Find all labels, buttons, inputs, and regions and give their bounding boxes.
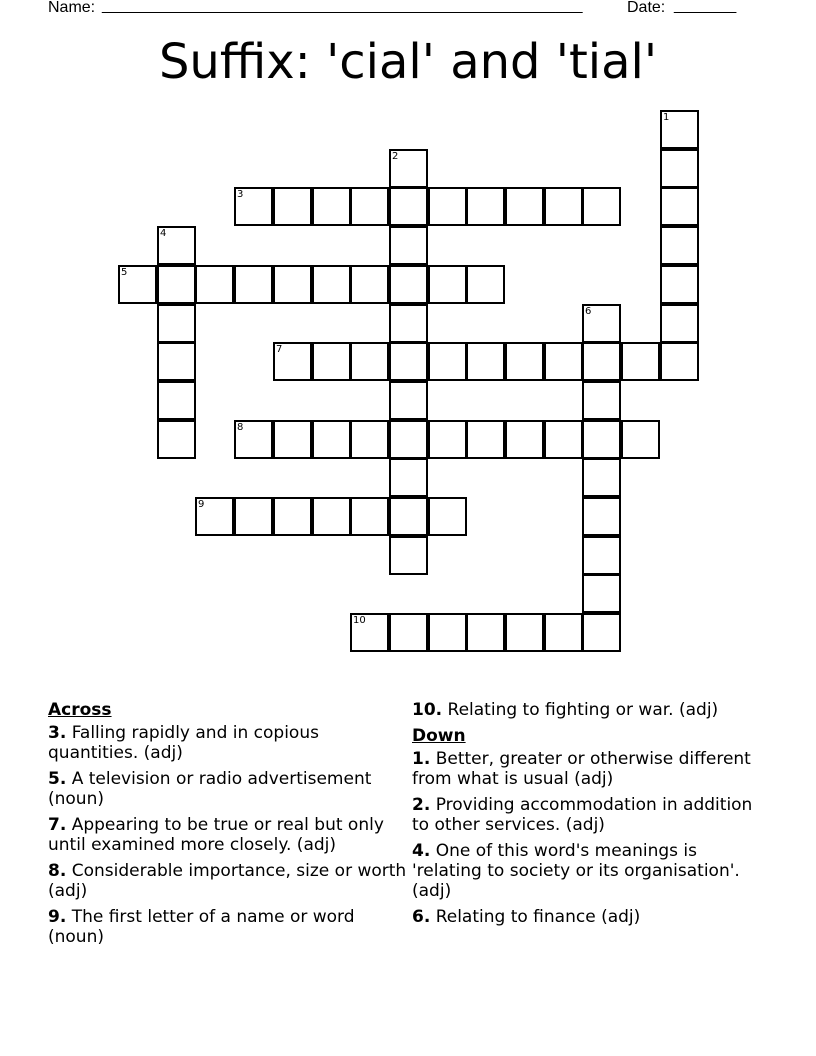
crossword-cell[interactable] [389,420,428,459]
crossword-cell[interactable] [660,110,699,149]
clue-number-label: 4 [160,228,167,239]
crossword-cell[interactable] [389,497,428,536]
clue-number-label: 5 [121,267,128,278]
crossword-cell[interactable] [582,304,621,343]
date-label: Date: [627,0,666,16]
crossword-cell[interactable] [428,420,467,459]
date-line[interactable]: _______ [674,0,737,14]
crossword-cell[interactable] [621,342,660,381]
crossword-cell[interactable] [582,187,621,226]
clue-text: Considerable importance, size or worth (adj) [48,861,407,901]
crossword-cell[interactable] [582,574,621,613]
crossword-cell[interactable] [428,497,467,536]
clue-text: The first letter of a name or word (noun) [48,907,355,947]
down-heading: Down [412,726,466,746]
crossword-cell[interactable] [350,420,389,459]
clue-number-label: 8 [237,422,244,433]
clues-right-column [412,700,772,933]
crossword-cell[interactable] [544,420,583,459]
clue-down-1 [412,749,772,789]
crossword-cell[interactable] [389,226,428,265]
crossword-cell[interactable] [389,381,428,420]
crossword-cell[interactable] [466,613,505,652]
crossword-cell[interactable] [582,420,621,459]
clue-down-4 [412,841,772,901]
crossword-cell[interactable] [428,265,467,304]
crossword-cell[interactable] [273,420,312,459]
clue-number-label: 1 [663,112,670,123]
clue-number: 10. [412,700,443,720]
clues-left-column [48,700,408,953]
crossword-cell[interactable] [389,458,428,497]
crossword-cell[interactable] [195,497,234,536]
crossword-cell[interactable] [466,342,505,381]
clue-number-label: 10 [353,615,366,626]
crossword-cell[interactable] [505,613,544,652]
clue-text: One of this word's meanings is 'relating to society or its organisation'. (adj) [412,841,740,901]
crossword-cell[interactable] [389,304,428,343]
crossword-cell[interactable] [157,265,196,304]
clue-number: 5. [48,769,67,789]
clue-text: Relating to finance (adj) [435,907,641,927]
crossword-cell[interactable] [466,420,505,459]
name-label: Name: [48,0,96,16]
clue-across-3 [48,723,408,763]
crossword-cell[interactable] [273,342,312,381]
clue-across-8 [48,861,408,901]
clue-number-label: 3 [237,189,244,200]
clue-across-10 [412,700,772,720]
crossword-cell[interactable] [621,420,660,459]
crossword-cell[interactable] [195,265,234,304]
crossword-cell[interactable] [350,187,389,226]
crossword-cell[interactable] [428,187,467,226]
crossword-cell[interactable] [157,304,196,343]
clue-number: 8. [48,861,67,881]
crossword-cell[interactable] [544,342,583,381]
clue-text: Relating to fighting or war. (adj) [447,700,719,720]
clue-number: 3. [48,723,67,743]
crossword-cell[interactable] [234,187,273,226]
crossword-cell[interactable] [312,497,351,536]
crossword-cell[interactable] [157,420,196,459]
crossword-cell[interactable] [582,536,621,575]
across-heading: Across [48,700,112,720]
crossword-cell[interactable] [660,149,699,188]
clue-number: 9. [48,907,67,927]
clue-number-label: 2 [392,151,399,162]
crossword-cell[interactable] [273,265,312,304]
clue-number: 6. [412,907,431,927]
crossword-cell[interactable] [234,265,273,304]
clue-text: Falling rapidly and in copious quantities. (adj) [48,723,319,763]
crossword-cell[interactable] [505,420,544,459]
clue-text: Providing accommodation in addition to other services. (adj) [412,795,753,835]
crossword-cell[interactable] [660,342,699,381]
crossword-cell[interactable] [234,497,273,536]
crossword-cell[interactable] [350,497,389,536]
crossword-cell[interactable] [505,187,544,226]
crossword-cell[interactable] [312,420,351,459]
crossword-cell[interactable] [350,265,389,304]
crossword-cell[interactable] [389,536,428,575]
crossword-cell[interactable] [660,265,699,304]
clue-text: Better, greater or otherwise different from what is usual (adj) [412,749,751,789]
crossword-cell[interactable] [157,342,196,381]
crossword-cell[interactable] [234,420,273,459]
clue-down-6 [412,907,772,927]
crossword-cell[interactable] [505,342,544,381]
crossword-cell[interactable] [582,458,621,497]
crossword-cell[interactable] [582,613,621,652]
crossword-cell[interactable] [273,187,312,226]
crossword-cell[interactable] [389,187,428,226]
crossword-cell[interactable] [350,613,389,652]
crossword-cell[interactable] [118,265,157,304]
page-title: Suffix: 'cial' and 'tial' [158,34,658,90]
crossword-cell[interactable] [157,226,196,265]
clue-number: 4. [412,841,431,861]
crossword-cell[interactable] [350,342,389,381]
clue-number-label: 7 [276,344,283,355]
clue-across-7 [48,815,408,855]
clue-number-label: 9 [198,499,205,510]
crossword-cell[interactable] [312,342,351,381]
clue-down-2 [412,795,772,835]
clue-number-label: 6 [585,306,592,317]
clue-across-5 [48,769,408,809]
clue-across-9 [48,907,408,947]
crossword-cell[interactable] [389,265,428,304]
crossword-cell[interactable] [389,149,428,188]
crossword-cell[interactable] [389,613,428,652]
crossword-cell[interactable] [428,613,467,652]
crossword-cell[interactable] [273,497,312,536]
crossword-cell[interactable] [660,187,699,226]
crossword-cell[interactable] [389,342,428,381]
clue-number: 1. [412,749,431,769]
crossword-cell[interactable] [466,187,505,226]
crossword-cell[interactable] [582,342,621,381]
crossword-cell[interactable] [428,342,467,381]
clue-text: A television or radio advertisement (noun) [48,769,372,809]
crossword-cell[interactable] [582,381,621,420]
crossword-cell[interactable] [544,187,583,226]
crossword-cell[interactable] [312,265,351,304]
clue-number: 7. [48,815,67,835]
crossword-cell[interactable] [157,381,196,420]
crossword-cell[interactable] [582,497,621,536]
crossword-cell[interactable] [544,613,583,652]
crossword-cell[interactable] [312,187,351,226]
crossword-cell[interactable] [660,226,699,265]
crossword-cell[interactable] [660,304,699,343]
clue-number: 2. [412,795,431,815]
crossword-cell[interactable] [466,265,505,304]
clue-text: Appearing to be true or real but only until examined more closely. (adj) [48,815,384,855]
name-line[interactable]: ______________________________________________________ [102,0,583,14]
